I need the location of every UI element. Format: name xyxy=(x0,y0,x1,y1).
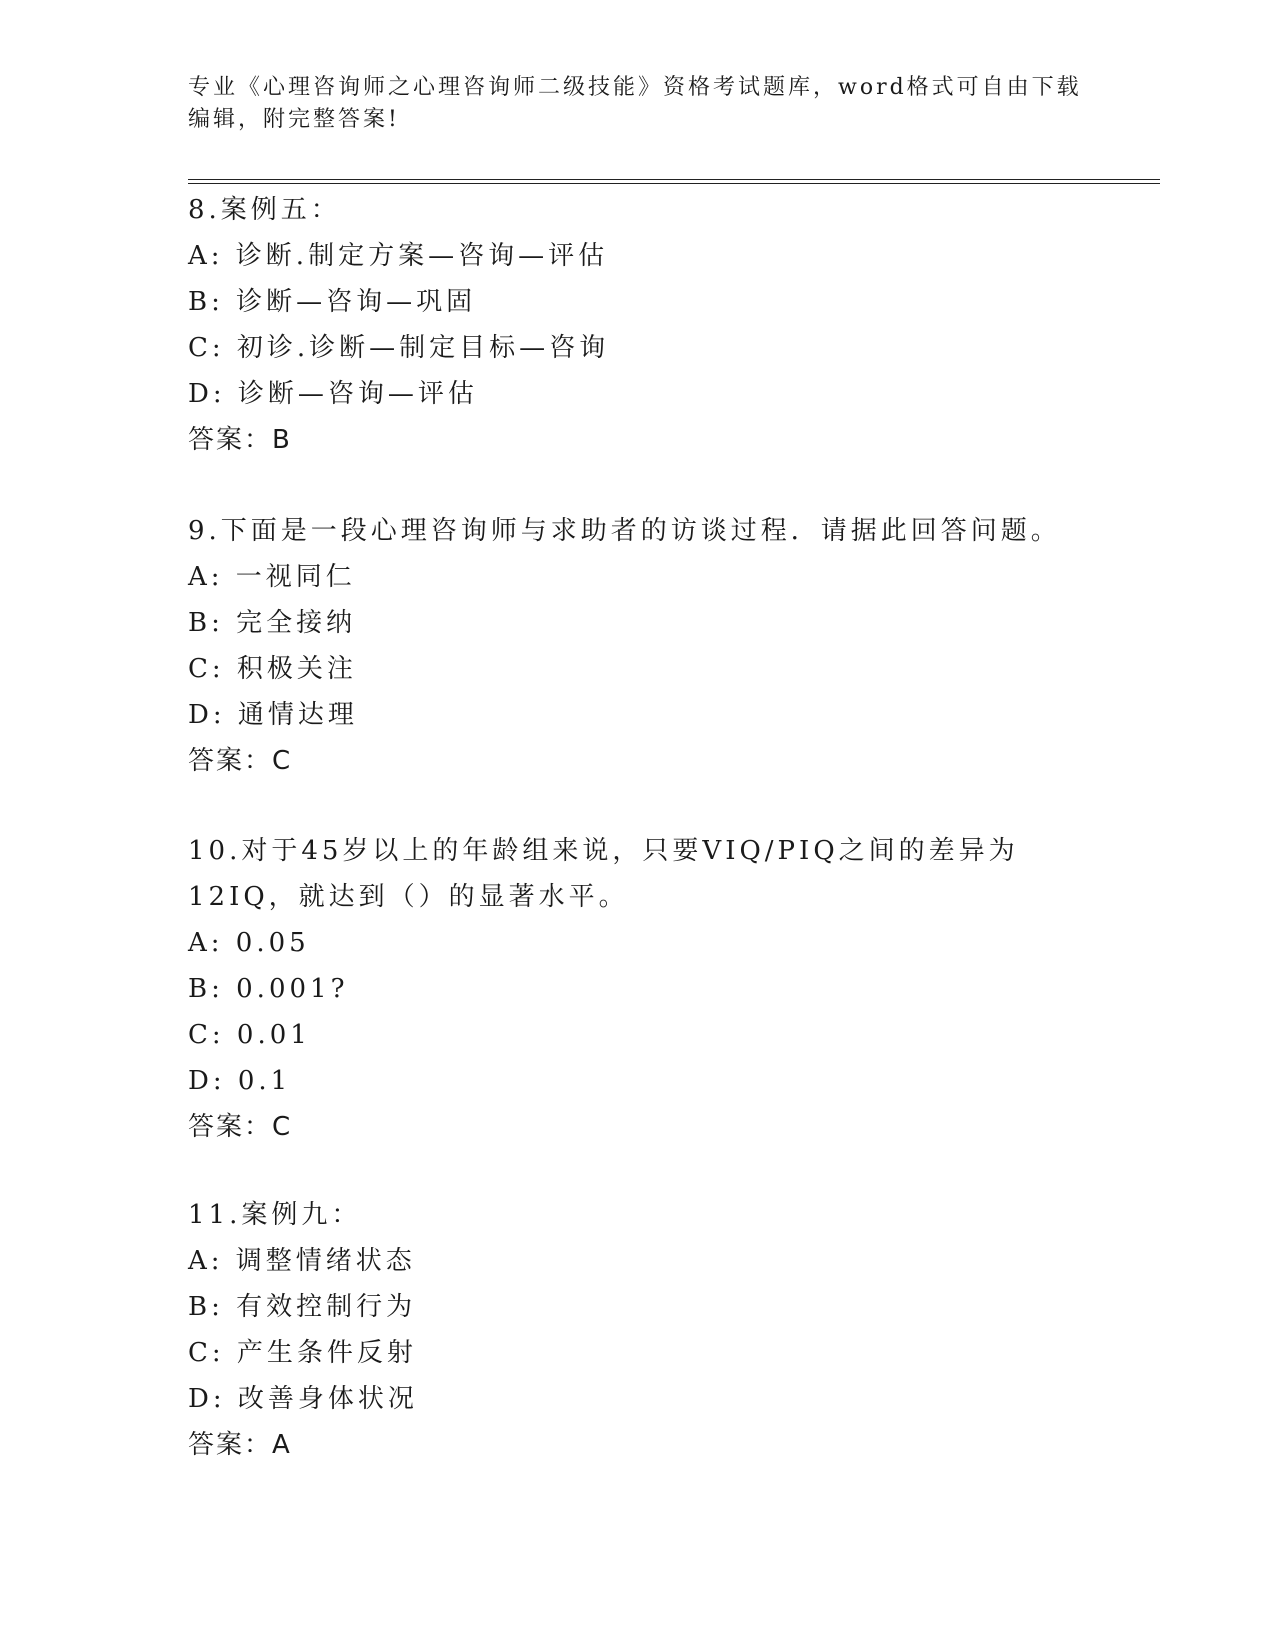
question-stem: 11.案例九： xyxy=(188,1200,362,1230)
answer-line xyxy=(188,738,1088,784)
answer-line xyxy=(188,1422,1088,1468)
option-b: B: 完全接纳 xyxy=(188,608,357,638)
answer-label: 答案： xyxy=(188,1430,273,1460)
answer-line xyxy=(188,417,1088,463)
answer-value: C xyxy=(272,746,293,776)
answer-value: A xyxy=(272,1430,292,1460)
question-stem: 10.对于45岁以上的年龄组来说，只要VIQ/PIQ之间的差异为12IQ，就达到（）的显著水平。 xyxy=(188,836,1019,912)
answer-value: C xyxy=(272,1112,293,1142)
option-c: C: 产生条件反射 xyxy=(188,1338,417,1368)
question-9 xyxy=(188,508,1088,784)
option-d: D: 0.1 xyxy=(188,1066,292,1096)
question-8 xyxy=(188,187,1088,463)
option-c: C: 积极关注 xyxy=(188,654,357,684)
option-a: A: 0.05 xyxy=(188,928,310,958)
option-c: C: 初诊.诊断—制定目标—咨询 xyxy=(188,333,610,363)
question-stem: 8.案例五： xyxy=(188,195,341,225)
answer-line xyxy=(188,1104,1088,1150)
option-c: C: 0.01 xyxy=(188,1020,311,1050)
option-b: B: 0.001? xyxy=(188,974,349,1004)
option-b: B: 有效控制行为 xyxy=(188,1292,417,1322)
option-a: A: 调整情绪状态 xyxy=(188,1246,416,1276)
question-10 xyxy=(188,828,1088,1150)
option-d: D: 改善身体状况 xyxy=(188,1384,418,1414)
option-d: D: 诊断—咨询—评估 xyxy=(188,379,478,409)
answer-label: 答案： xyxy=(188,746,273,776)
document-header: 专业《心理咨询师之心理咨询师二级技能》资格考试题库，word格式可自由下载编辑，附完整答案! xyxy=(188,75,1082,132)
option-a: A: 一视同仁 xyxy=(188,562,356,592)
option-a: A: 诊断.制定方案—咨询—评估 xyxy=(188,241,609,271)
option-d: D: 通情达理 xyxy=(188,700,358,730)
header-divider xyxy=(188,179,1160,184)
answer-label: 答案： xyxy=(188,1112,273,1142)
question-stem: 9.下面是一段心理咨询师与求助者的访谈过程．请据此回答问题。 xyxy=(188,516,1061,546)
answer-value: B xyxy=(272,425,292,455)
question-11 xyxy=(188,1192,1088,1468)
answer-label: 答案： xyxy=(188,425,273,455)
option-b: B: 诊断—咨询—巩固 xyxy=(188,287,477,317)
